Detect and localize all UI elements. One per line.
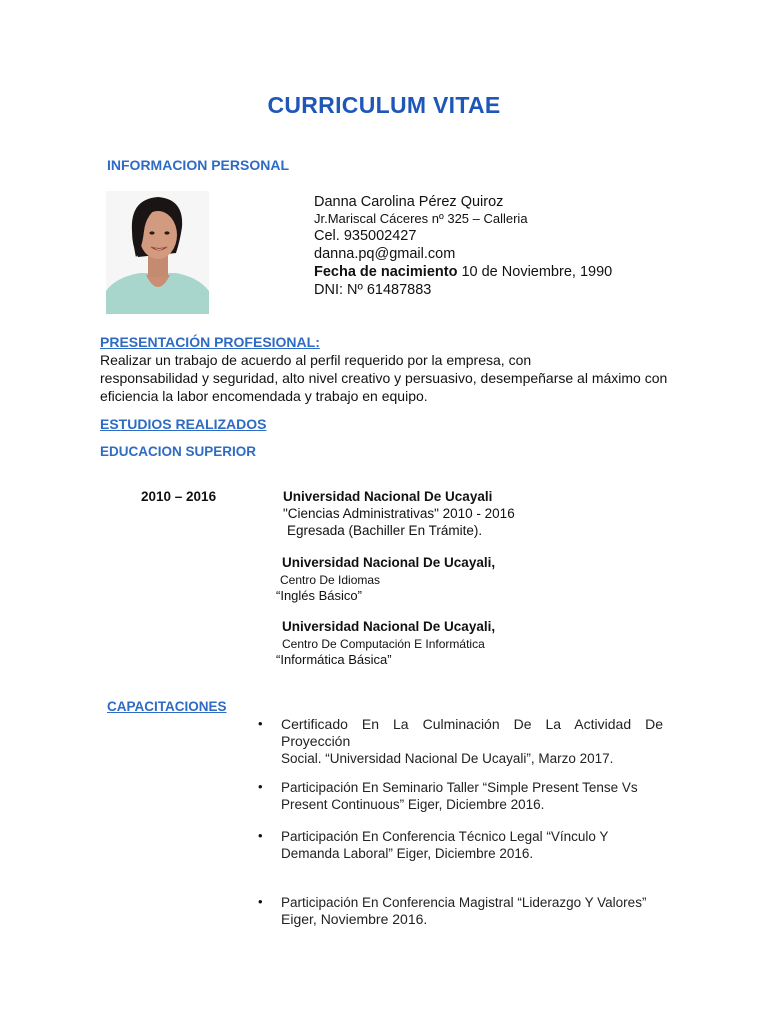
training-line: Eiger, Noviembre 2016. xyxy=(281,911,428,927)
study-center: Centro De Idiomas xyxy=(280,573,381,587)
profile-line: Realizar un trabajo de acuerdo al perfil requerido por la empresa, con xyxy=(100,352,532,368)
address: Jr.Mariscal Cáceres nº 325 – Calleria xyxy=(314,211,528,226)
full-name: Danna Carolina Pérez Quiroz xyxy=(314,194,504,210)
study-institution: Universidad Nacional De Ucayali, xyxy=(282,619,496,634)
phone: Cel. 935002427 xyxy=(314,228,417,244)
profile-line: responsabilidad y seguridad, alto nivel creativo y persuasivo, desempeñarse al máximo con xyxy=(100,370,668,386)
training-heading: CAPACITACIONES xyxy=(107,699,227,714)
birth-date-value: 10 de Noviembre, 1990 xyxy=(457,264,613,280)
birth-date-label: Fecha de nacimiento xyxy=(314,264,458,280)
bullet-icon: • xyxy=(258,716,263,731)
studies-heading: ESTUDIOS REALIZADOS xyxy=(100,416,267,432)
study-institution: Universidad Nacional De Ucayali, xyxy=(282,555,496,570)
study-institution: Universidad Nacional De Ucayali xyxy=(283,489,493,504)
bullet-icon: • xyxy=(258,894,263,909)
birth-date xyxy=(314,263,612,281)
study-course: “Informática Básica” xyxy=(276,652,392,667)
study-period: 2010 – 2016 xyxy=(141,489,217,504)
training-line: Certificado En La Culminación De La Actividad De Proyección xyxy=(281,716,663,749)
higher-education-heading: EDUCACION SUPERIOR xyxy=(100,444,257,459)
training-text xyxy=(281,828,663,862)
training-text xyxy=(281,894,663,928)
training-line: Participación En Conferencia Magistral “Liderazgo Y Valores” xyxy=(281,895,647,910)
bullet-icon: • xyxy=(258,779,263,794)
study-course: “Inglés Básico” xyxy=(276,588,362,603)
document-title: CURRICULUM VITAE xyxy=(267,92,501,118)
email: danna.pq@gmail.com xyxy=(314,246,456,262)
bullet-icon: • xyxy=(258,828,263,843)
training-line: Demanda Laboral” Eiger, Diciembre 2016. xyxy=(281,846,534,861)
study-program: "Ciencias Administrativas" 2010 - 2016 xyxy=(283,506,515,521)
personal-info-heading: INFORMACION PERSONAL xyxy=(107,157,289,173)
study-status: Egresada (Bachiller En Trámite). xyxy=(287,523,483,538)
profile-heading: PRESENTACIÓN PROFESIONAL: xyxy=(100,334,320,350)
study-center: Centro De Computación E Informática xyxy=(282,637,485,651)
training-text xyxy=(281,716,663,767)
training-text xyxy=(281,779,663,813)
training-line: Present Continuous” Eiger, Diciembre 2016. xyxy=(281,797,545,812)
profile-paragraph xyxy=(100,351,670,405)
training-line: Participación En Seminario Taller “Simple Present Tense Vs xyxy=(281,780,638,795)
profile-line: eficiencia la labor encomendada y trabajo en equipo. xyxy=(100,388,428,404)
training-line: Social. “Universidad Nacional De Ucayali”, Marzo 2017. xyxy=(281,751,614,766)
dni: DNI: Nº 61487883 xyxy=(314,282,432,298)
profile-photo xyxy=(106,191,209,314)
training-line: Participación En Conferencia Técnico Legal “Vínculo Y xyxy=(281,829,609,844)
